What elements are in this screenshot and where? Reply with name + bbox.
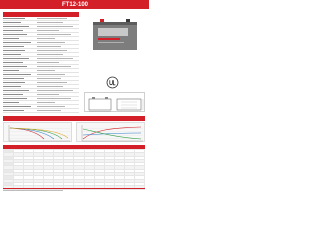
spec-label: [3, 109, 37, 113]
spec-label-text: [3, 82, 25, 83]
spec-label-text: [3, 58, 29, 59]
datasheet-page: [0, 0, 149, 198]
spec-value: [37, 109, 79, 113]
spec-label-text: [3, 62, 23, 63]
spec-value-text: [37, 94, 59, 95]
model-title: FT12-100: [62, 2, 89, 8]
spec-label-text: [3, 86, 21, 87]
discharge-curve-chart: [3, 122, 72, 142]
discharge-curve-svg: [4, 123, 73, 143]
chart-series-line: [10, 128, 68, 138]
spec-label-text: [3, 98, 27, 99]
spec-label-text: [3, 106, 31, 107]
spec-value-text: [37, 74, 65, 75]
spec-value-text: [37, 62, 59, 63]
spec-value-text: [37, 26, 73, 27]
spec-label-text: [3, 78, 24, 79]
footer-fine-print: [3, 190, 63, 191]
spec-label-text: [3, 38, 19, 39]
spec-label-text: [3, 46, 24, 47]
curves-header-bar: [3, 116, 145, 121]
spec-label-text: [3, 34, 27, 35]
spec-label-text: [3, 70, 19, 71]
ul-logo: [106, 76, 119, 89]
spec-label-text: [3, 18, 25, 19]
spec-value-text: [37, 78, 61, 79]
spec-value-text: [37, 42, 65, 43]
spec-label-text: [3, 90, 29, 91]
spec-label-text: [3, 30, 23, 31]
spec-row: [3, 109, 79, 113]
spec-value-text: [37, 70, 55, 71]
spec-label-text: [3, 102, 19, 103]
spec-value-text: [37, 98, 71, 99]
spec-value-text: [37, 38, 55, 39]
spec-label-text: [3, 94, 23, 95]
spec-value-text: [37, 58, 73, 59]
spec-value-text: [37, 30, 59, 31]
spec-value-text: [37, 54, 63, 55]
spec-label-text: [3, 66, 27, 67]
dimension-drawing: [84, 92, 145, 112]
spec-value-text: [37, 102, 55, 103]
spec-value-text: [37, 34, 71, 35]
discharge-data-table: [3, 149, 145, 190]
spec-value-text: [37, 110, 61, 111]
spec-label-text: [3, 54, 21, 55]
spec-label-text: [3, 74, 31, 75]
battery-photo: [84, 12, 145, 54]
spec-value-text: [37, 46, 61, 47]
charge-curve-chart: [76, 122, 145, 142]
charge-curve-svg: [77, 123, 146, 143]
spec-label-text: [3, 26, 29, 27]
spec-value-text: [37, 82, 67, 83]
spec-value-text: [37, 86, 63, 87]
specifications-table: [3, 17, 79, 113]
spec-value-text: [37, 66, 71, 67]
spec-label-text: [3, 42, 31, 43]
footer-divider: [3, 188, 145, 189]
spec-label-text: [3, 110, 24, 111]
spec-value-text: [37, 106, 65, 107]
spec-label-text: [3, 50, 25, 51]
spec-label-text: [3, 22, 21, 23]
spec-value-text: [37, 90, 73, 91]
spec-value-text: [37, 50, 67, 51]
spec-value-text: [37, 18, 67, 19]
spec-value-text: [37, 22, 63, 23]
title-bar: [0, 0, 149, 9]
